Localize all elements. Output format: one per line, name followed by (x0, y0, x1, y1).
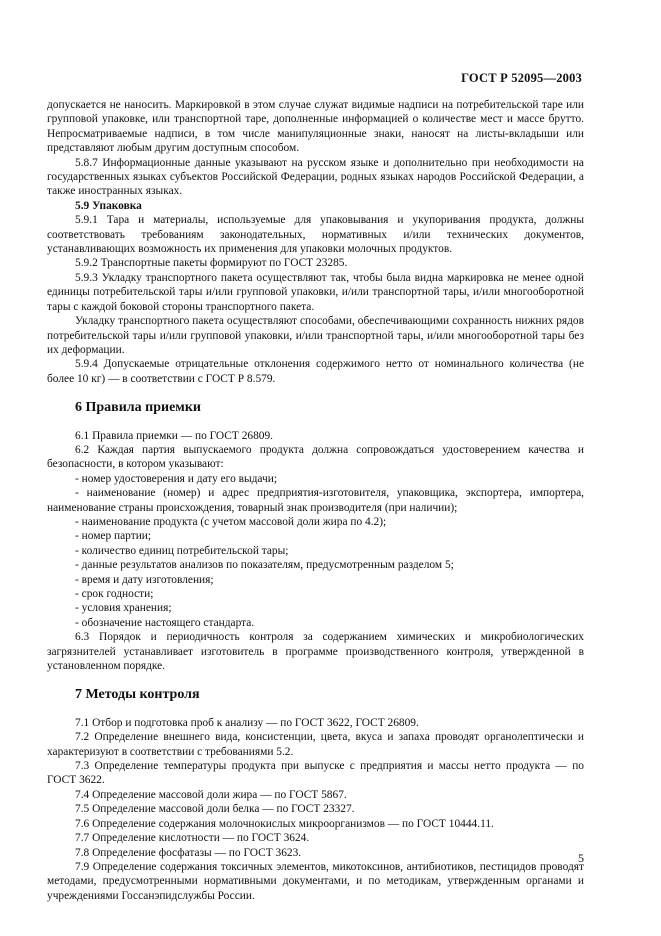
subsection-heading: 5.9 Упаковка (75, 199, 142, 212)
paragraph: 7.1 Отбор и подготовка проб к анализу — по ГОСТ 3622, ГОСТ 26809. (75, 716, 419, 729)
list-item: - время и дату изготовления; (75, 573, 214, 586)
paragraph: 7.6 Определение содержания молочнокислых микроорганизмов — по ГОСТ 10444.11. (75, 817, 494, 830)
paragraph: 7.3 Определение температуры продукта при выпуске с предприятия и массы нетто продукта — по ГОСТ 3622. (47, 760, 584, 787)
paragraph: 5.8.7 Информационные данные указывают на русском языке и дополнительно при необходимости на государственных языках субъектов Российской Федерации, родных языках народов Российской Федерации, а также иностранных языках. (47, 156, 584, 198)
document-body (47, 98, 584, 903)
paragraph: 7.8 Определение фосфатазы — по ГОСТ 3623. (75, 846, 302, 859)
paragraph: 7.4 Определение массовой доли жира — по ГОСТ 5867. (75, 788, 347, 801)
paragraph: 5.9.2 Транспортные пакеты формируют по ГОСТ 23285. (75, 257, 348, 270)
list-item: - условия хранения; (75, 602, 172, 615)
section-heading: 6 Правила приемки (75, 400, 201, 416)
list-item: - обозначение настоящего стандарта. (75, 616, 255, 629)
paragraph: допускается не наносить. Маркировкой в этом случае служат видимые надписи на потребительской таре или групповой упаковке, или транспортной таре, дополненные информацией о количестве мест и массе брутто. Непросматриваемые надписи, в том числе манипуляционные знаки, наносят на листы-вкладыши или представляют любым другим доступным способом. (47, 99, 584, 155)
page-number: 5 (578, 851, 584, 865)
paragraph: Укладку транспортного пакета осуществляют способами, обеспечивающими сохранность нижних рядов потребительской тары и/или групповой упаковки, и/или транспортной тары, и/или многооборотной тары без их деформации. (47, 315, 584, 356)
list-item: - номер удостоверения и дату его выдачи; (75, 472, 278, 485)
paragraph: 7.2 Определение внешнего вида, консистенции, цвета, вкуса и запаха проводят органолептически и характеризуют в соответствии с требованиями 5.2. (47, 731, 584, 758)
paragraph: 5.9.3 Укладку транспортного пакета осуществляют так, чтобы была видна маркировка не менее одной единицы потребительской тары и/или групповой упаковки, и/или транспортной тары, и/или многооборотной тары с каждой боковой стороны транспортного пакета. (47, 271, 584, 313)
list-item: - наименование продукта (с учетом массовой доли жира по 4.2); (75, 515, 387, 528)
paragraph: 7.5 Определение массовой доли белка — по ГОСТ 23327. (75, 803, 355, 816)
section-heading: 7 Методы контроля (75, 687, 200, 703)
list-item: - данные результатов анализов по показателям, предусмотренным разделом 5; (75, 559, 454, 572)
paragraph: 7.9 Определение содержания токсичных элементов, микотоксинов, антибиотиков, пестицидов проводят методами, предусмотренными нормативными документами, и по методикам, утвержденным органами и учреждениями Госсанэпидслужбы России. (47, 860, 584, 902)
paragraph: 6.2 Каждая партия выпускаемого продукта должна сопровождаться удостоверением качества и безопасности, в котором указывают: (47, 443, 584, 471)
list-item: - номер партии; (75, 530, 152, 543)
paragraph: 6.3 Порядок и периодичность контроля за содержанием химических и микробиологических загрязнителей устанавливает изготовитель в программе производственного контроля, утвержденной в установленном порядке. (47, 631, 584, 673)
paragraph: 5.9.4 Допускаемые отрицательные отклонения содержимого нетто от номинального количества (не более 10 кг) — в соответствии с ГОСТ Р 8.579. (47, 358, 584, 385)
list-item: - количество единиц потребительской тары; (75, 544, 289, 557)
paragraph: 5.9.1 Тара и материалы, используемые для упаковывания и укупоривания продукта, должны соответствовать требованиям законодательных, нормативных и/или технических документов, устанавливающих возможность их применения для упаковки молочных продуктов. (47, 214, 584, 256)
list-item: - наименование (номер) и адрес предприятия-изготовителя, упаковщика, экспортера, импортера, наименование страны происхождения, товарный знак производителя (при наличии); (47, 487, 584, 514)
list-item: - срок годности; (75, 588, 154, 600)
document-id-header: ГОСТ Р 52095—2003 (461, 71, 582, 85)
paragraph: 7.7 Определение кислотности — по ГОСТ 3624. (75, 832, 310, 845)
paragraph: 6.1 Правила приемки — по ГОСТ 26809. (75, 429, 274, 442)
